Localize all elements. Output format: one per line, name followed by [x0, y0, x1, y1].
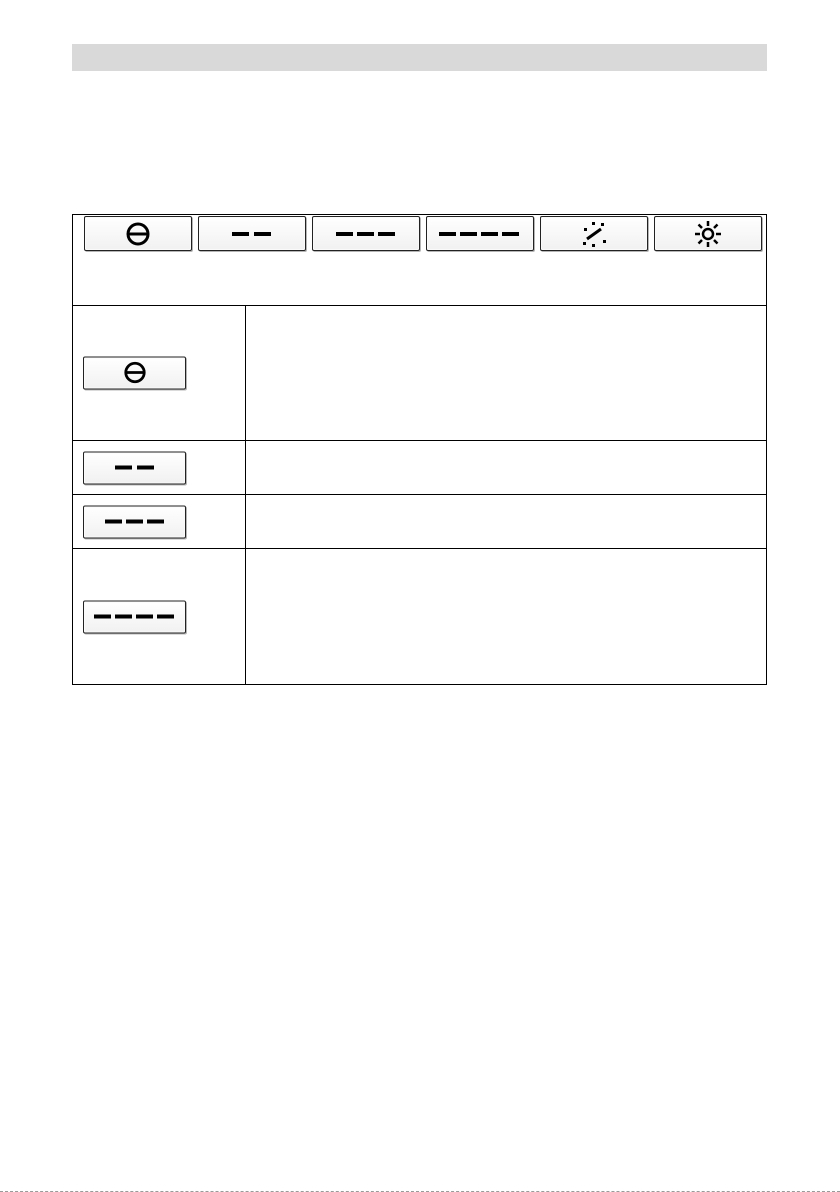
control-panel-table: [72, 214, 767, 685]
speed-2-icon: [103, 518, 167, 526]
row-icon-cell: [73, 495, 246, 548]
speed-3-icon: [437, 230, 523, 238]
off-icon: [123, 361, 147, 385]
speed-3-button-sample: [83, 600, 186, 633]
speed-2-icon: [334, 230, 398, 238]
button-row: [73, 215, 766, 306]
light-button[interactable]: [654, 216, 762, 251]
light-icon: [694, 220, 722, 248]
off-icon: [125, 221, 151, 247]
timer-icon: [579, 219, 609, 249]
speed-1-button[interactable]: [198, 216, 306, 251]
row-description-cell: [247, 441, 766, 494]
table-row-speed-2: [73, 495, 766, 549]
off-button-sample: [83, 356, 186, 389]
row-description-cell: [247, 549, 766, 684]
row-icon-cell: [73, 441, 246, 494]
section-header-bar: [72, 44, 767, 71]
timer-button[interactable]: [540, 216, 648, 251]
row-icon-cell: [73, 549, 246, 684]
speed-1-button-sample: [83, 451, 186, 484]
speed-3-button[interactable]: [426, 216, 534, 251]
speed-2-button-sample: [83, 505, 186, 538]
off-button[interactable]: [84, 216, 192, 251]
row-description-cell: [247, 495, 766, 548]
row-description-cell: [247, 305, 766, 440]
speed-1-icon: [113, 464, 157, 472]
speed-1-icon: [230, 230, 274, 238]
table-row-off: [73, 305, 766, 441]
row-icon-cell: [73, 305, 246, 440]
table-row-speed-3: [73, 549, 766, 684]
speed-3-icon: [92, 613, 178, 621]
speed-2-button[interactable]: [312, 216, 420, 251]
table-row-speed-1: [73, 441, 766, 495]
